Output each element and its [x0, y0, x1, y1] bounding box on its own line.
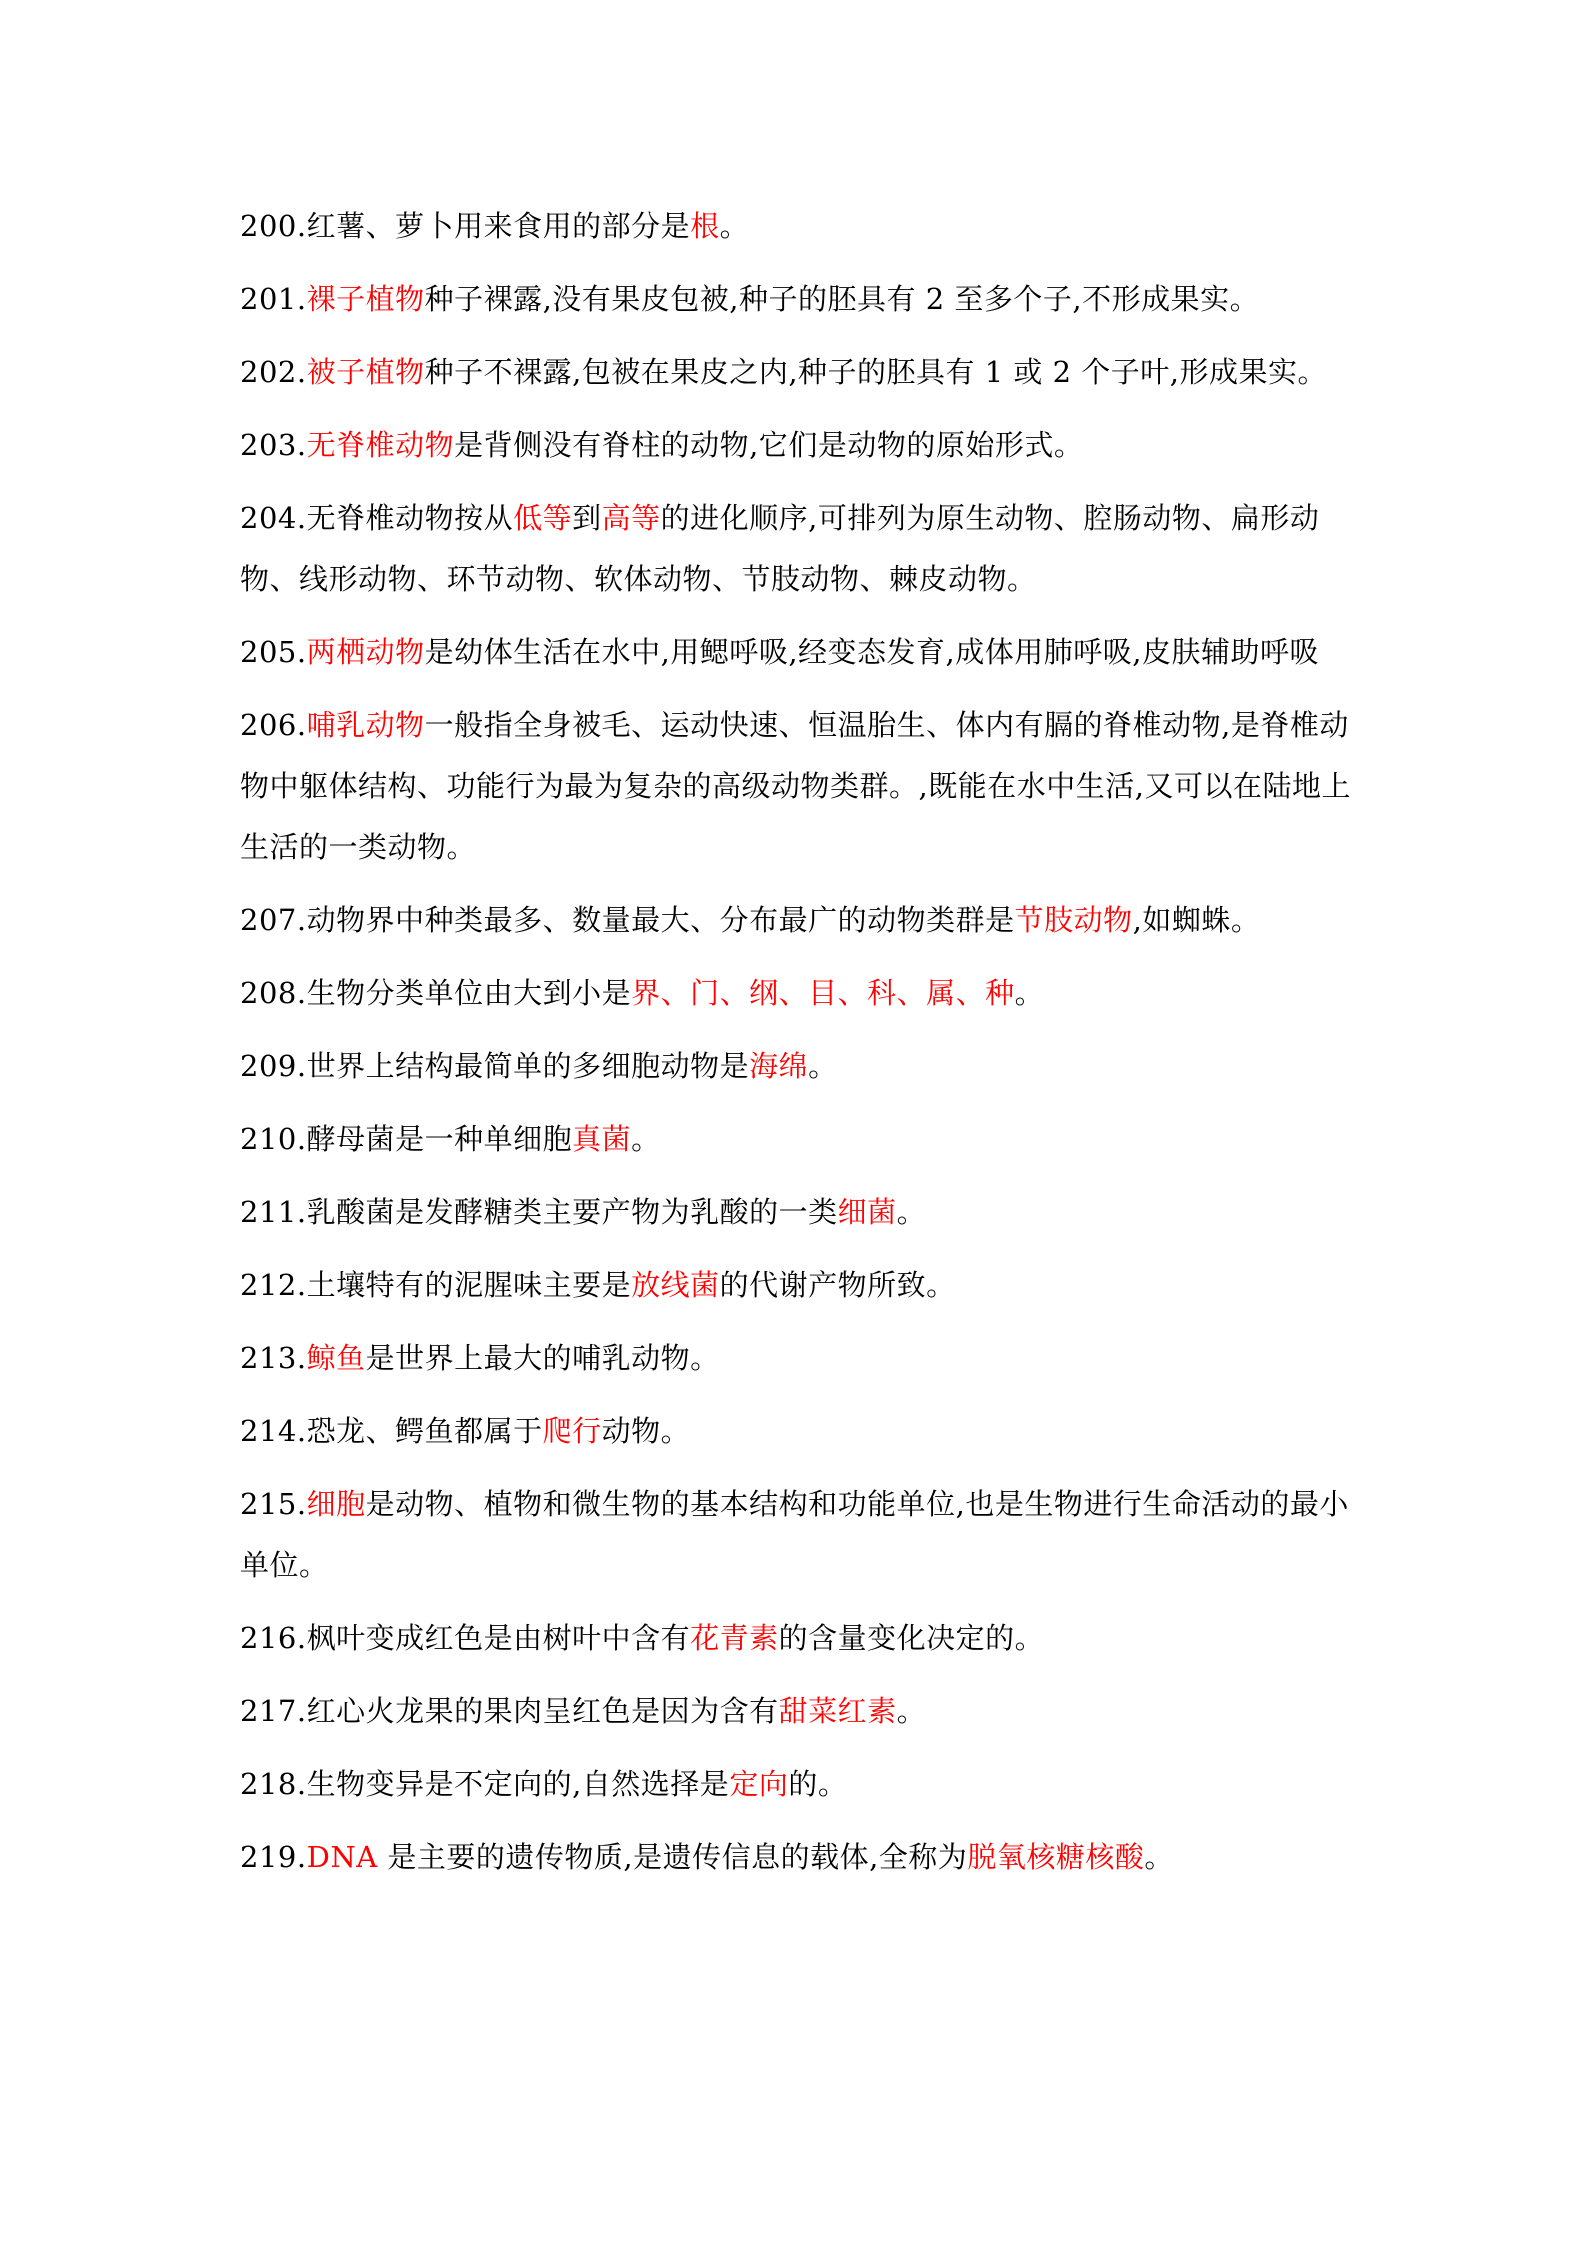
item-number: 211. — [240, 1195, 307, 1229]
item-text: 是幼体生活在水中,用鳃呼吸,经变态发育,成体用肺呼吸,皮肤辅助呼吸 — [424, 635, 1319, 669]
item-number: 201. — [240, 282, 307, 316]
list-item — [240, 196, 1360, 257]
item-text: 一般指全身被毛、运动快速、恒温胎生、体内有膈的脊椎动物,是脊椎动物中躯体结构、功能行为最为复杂的高级动物类群。,既能在水中生活,又可以在陆地上生活的一类动物。 — [240, 708, 1351, 864]
list-item — [240, 695, 1360, 878]
item-text: 动物界中种类最多、数量最大、分布最广的动物类群是 — [306, 903, 1015, 937]
item-number: 205. — [240, 635, 307, 669]
item-number: 203. — [240, 428, 307, 462]
highlighted-term: 真菌 — [572, 1122, 632, 1156]
item-text: 的。 — [788, 1767, 848, 1801]
item-number: 210. — [240, 1122, 307, 1156]
highlighted-term: 花青素 — [690, 1621, 779, 1655]
highlighted-term: 被子植物 — [306, 355, 425, 389]
item-text: 种子不裸露,包被在果皮之内,种子的胚具有 1 或 2 个子叶,形成果实。 — [424, 355, 1328, 389]
item-text: 红心火龙果的果肉呈红色是因为含有 — [306, 1694, 779, 1728]
highlighted-term: 根 — [690, 209, 720, 243]
item-number: 214. — [240, 1414, 307, 1448]
list-item — [240, 1608, 1360, 1669]
highlighted-term: 脱氧核糖核酸 — [967, 1840, 1145, 1874]
item-text: 的进化顺序,可排列为原生动物、腔肠动物、扁形动物、线形动物、环节动物、软体动物、节肢动物、棘皮动物。 — [240, 501, 1320, 596]
list-item — [240, 622, 1360, 683]
item-text: 的含量变化决定的。 — [778, 1621, 1045, 1655]
item-text: 是背侧没有脊柱的动物,它们是动物的原始形式。 — [454, 428, 1084, 462]
item-text: 是主要的遗传物质,是遗传信息的载体,全称为 — [377, 1840, 968, 1874]
item-text: 到 — [572, 501, 602, 535]
list-item — [240, 1401, 1360, 1462]
item-number: 218. — [240, 1767, 307, 1801]
item-number: 202. — [240, 355, 307, 389]
item-number: 216. — [240, 1621, 307, 1655]
list-item — [240, 342, 1360, 403]
item-text: 。 — [896, 1694, 927, 1728]
list-item — [240, 1474, 1360, 1596]
item-text: 酵母菌是一种单细胞 — [306, 1122, 573, 1156]
item-text: 。 — [1014, 976, 1045, 1010]
item-text: 乳酸菌是发酵糖类主要产物为乳酸的一类 — [306, 1195, 838, 1229]
item-text: 。 — [808, 1049, 838, 1083]
list-item — [240, 1109, 1360, 1170]
item-number: 217. — [240, 1694, 307, 1728]
highlighted-term: 两栖动物 — [306, 635, 425, 669]
highlighted-term: 低等 — [513, 501, 573, 535]
item-number: 213. — [240, 1341, 307, 1375]
item-number: 219. — [240, 1840, 307, 1874]
highlighted-term: 定向 — [729, 1767, 789, 1801]
list-item — [240, 890, 1360, 951]
highlighted-term: 鲸鱼 — [306, 1341, 366, 1375]
item-text: 生物变异是不定向的,自然选择是 — [306, 1767, 730, 1801]
item-text: 红薯、萝卜用来食用的部分是 — [306, 209, 691, 243]
item-text: 恐龙、鳄鱼都属于 — [306, 1414, 543, 1448]
list-item — [240, 1255, 1360, 1316]
item-text: 动物。 — [601, 1414, 691, 1448]
item-text: 世界上结构最简单的多细胞动物是 — [306, 1049, 750, 1083]
list-item — [240, 488, 1360, 610]
item-text: 无脊椎动物按从 — [306, 501, 514, 535]
highlighted-term: 细菌 — [837, 1195, 897, 1229]
item-number: 212. — [240, 1268, 307, 1302]
item-number: 208. — [240, 976, 307, 1010]
highlighted-term: 放线菌 — [631, 1268, 720, 1302]
item-number: 200. — [240, 209, 307, 243]
item-text: 。 — [1144, 1840, 1174, 1874]
item-text: 是动物、植物和微生物的基本结构和功能单位,也是生物进行生命活动的最小单位。 — [240, 1487, 1349, 1582]
highlighted-term: 海绵 — [749, 1049, 809, 1083]
list-item — [240, 415, 1360, 476]
item-text: 的代谢产物所致。 — [719, 1268, 956, 1302]
item-text: 生物分类单位由大到小是 — [306, 976, 632, 1010]
item-text: 。 — [631, 1122, 661, 1156]
list-item — [240, 269, 1360, 330]
item-number: 206. — [240, 708, 307, 742]
item-text: 枫叶变成红色是由树叶中含有 — [306, 1621, 691, 1655]
list-item — [240, 1328, 1360, 1389]
list-item — [240, 1182, 1360, 1243]
item-number: 207. — [240, 903, 307, 937]
item-number: 204. — [240, 501, 307, 535]
item-text: 。 — [719, 209, 750, 243]
item-text: 种子裸露,没有果皮包被,种子的胚具有 2 至多个子,不形成果实。 — [424, 282, 1260, 316]
highlighted-term: 裸子植物 — [306, 282, 425, 316]
highlighted-term: 哺乳动物 — [306, 708, 425, 742]
item-number: 215. — [240, 1487, 307, 1521]
item-text: 是世界上最大的哺乳动物。 — [365, 1341, 720, 1375]
list-item — [240, 1681, 1360, 1742]
highlighted-term: 甜菜红素 — [778, 1694, 897, 1728]
highlighted-term: 高等 — [601, 501, 661, 535]
item-text: 土壤特有的泥腥味主要是 — [306, 1268, 632, 1302]
highlighted-term: 无脊椎动物 — [306, 428, 455, 462]
list-item — [240, 1754, 1360, 1815]
highlighted-term: 爬行 — [542, 1414, 602, 1448]
list-item — [240, 1036, 1360, 1097]
highlighted-term: 节肢动物 — [1014, 903, 1133, 937]
list-item — [240, 963, 1360, 1024]
highlighted-term: 细胞 — [306, 1487, 366, 1521]
item-text: ,如蜘蛛。 — [1132, 903, 1261, 937]
item-number: 209. — [240, 1049, 307, 1083]
list-item — [240, 1827, 1360, 1888]
highlighted-term: DNA — [306, 1840, 378, 1874]
document-page — [240, 196, 1360, 1900]
item-text: 。 — [896, 1195, 927, 1229]
highlighted-term: 界、门、纲、目、科、属、种 — [631, 976, 1015, 1010]
